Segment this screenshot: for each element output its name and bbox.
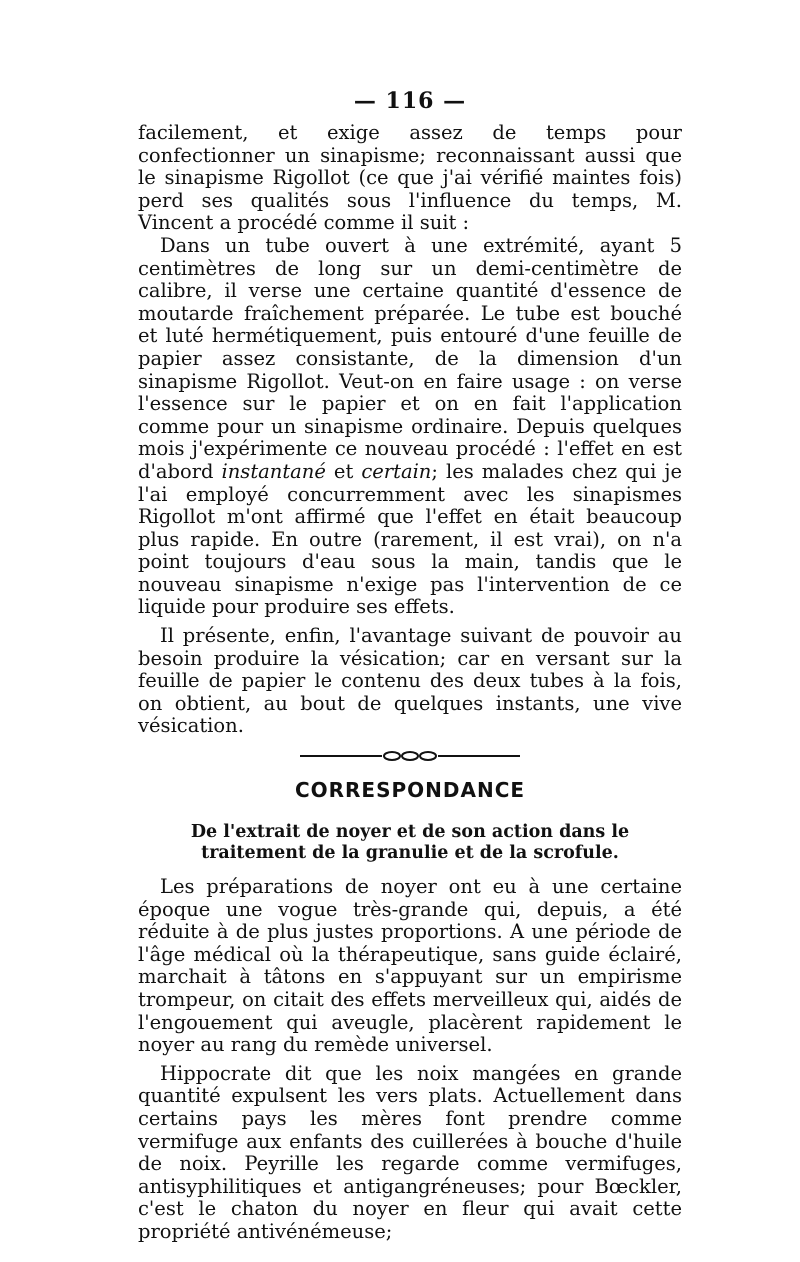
article-title: De l'extrait de noyer et de son action dans le traitement de la granulie et de la scrofule. [190,822,630,864]
paragraph-4: Les préparations de noyer ont eu à une certaine époque une vogue très-grande qui, depuis, a été réduite à de plus justes proportions. A une période de l'âge médical où la thérapeutique, sans guide éclairé, marchait à tâtons en s'appuyant sur un empirisme trompeur, on citait des effets merveilleux qui, aidés de l'engouement qui aveugle, placèrent rapidement le noyer au rang du remède universel. [138,875,682,1057]
emphasis-instantane: instantané [221,459,326,483]
paragraph-2-text-c: ; les malades chez qui je l'ai employé concurremment avec les sinapismes Rigollot m'ont affirmé que l'effet en était beaucoup plus rapide. En outre (rarement, il est vrai), on n'a point toujours d'eau sous la main, tandis que le nouveau sinapisme n'exige pas l'intervention de ce liquide pour produire ses effets. [138,459,682,619]
emphasis-certain: certain [361,459,432,483]
paragraph-2-text-b: et [325,459,362,483]
paragraph-2-text-a: Dans un tube ouvert à une extrémité, ayant 5 centimètres de long sur un demi-centimètre de calibre, il verse une certaine quantité d'essence de moutarde fraîchement préparée. Le tube est bouché et luté hermétiquement, puis entouré d'une feuille de papier assez consistante, de la dimension d'un sinapisme Rigollot. Veut-on en faire usage : on verse l'essence sur le papier et on en fait l'application comme pour un sinapisme ordinaire. Depuis quelques mois j'expérimente ce nouveau procédé : l'effet en est d'abord [138,233,682,483]
ornament-divider [300,750,520,762]
paragraph-3: Il présente, enfin, l'avantage suivant de pouvoir au besoin produire la vésication; car en versant sur la feuille de papier le contenu des deux tubes à la fois, on obtient, au bout de quelques instants, une vive vésication. [138,624,682,738]
paragraph-5: Hippocrate dit que les noix mangées en grande quantité expulsent les vers plats. Actuellement dans certains pays les mères font prendre comme vermifuge aux enfants des cuillerées à bouche d'huile de noix. Peyrille les regarde comme vermifuges, antisyphilitiques et antigangréneuses; pour Bœckler, c'est le chaton du noyer en fleur qui avait cette propriété antivénémeuse; [138,1061,682,1243]
paragraph-1: facilement, et exige assez de temps pour confectionner un sinapisme; reconnaissant aussi que le sinapisme Rigollot (ce que j'ai vérifié maintes fois) perd ses qualités sous l'influence du temps, M. Vincent a procédé comme il suit : [138,121,682,235]
section-heading: CORRESPONDANCE [294,778,526,803]
page-number: — 116 — [353,88,467,114]
paragraph-2 [138,235,682,619]
